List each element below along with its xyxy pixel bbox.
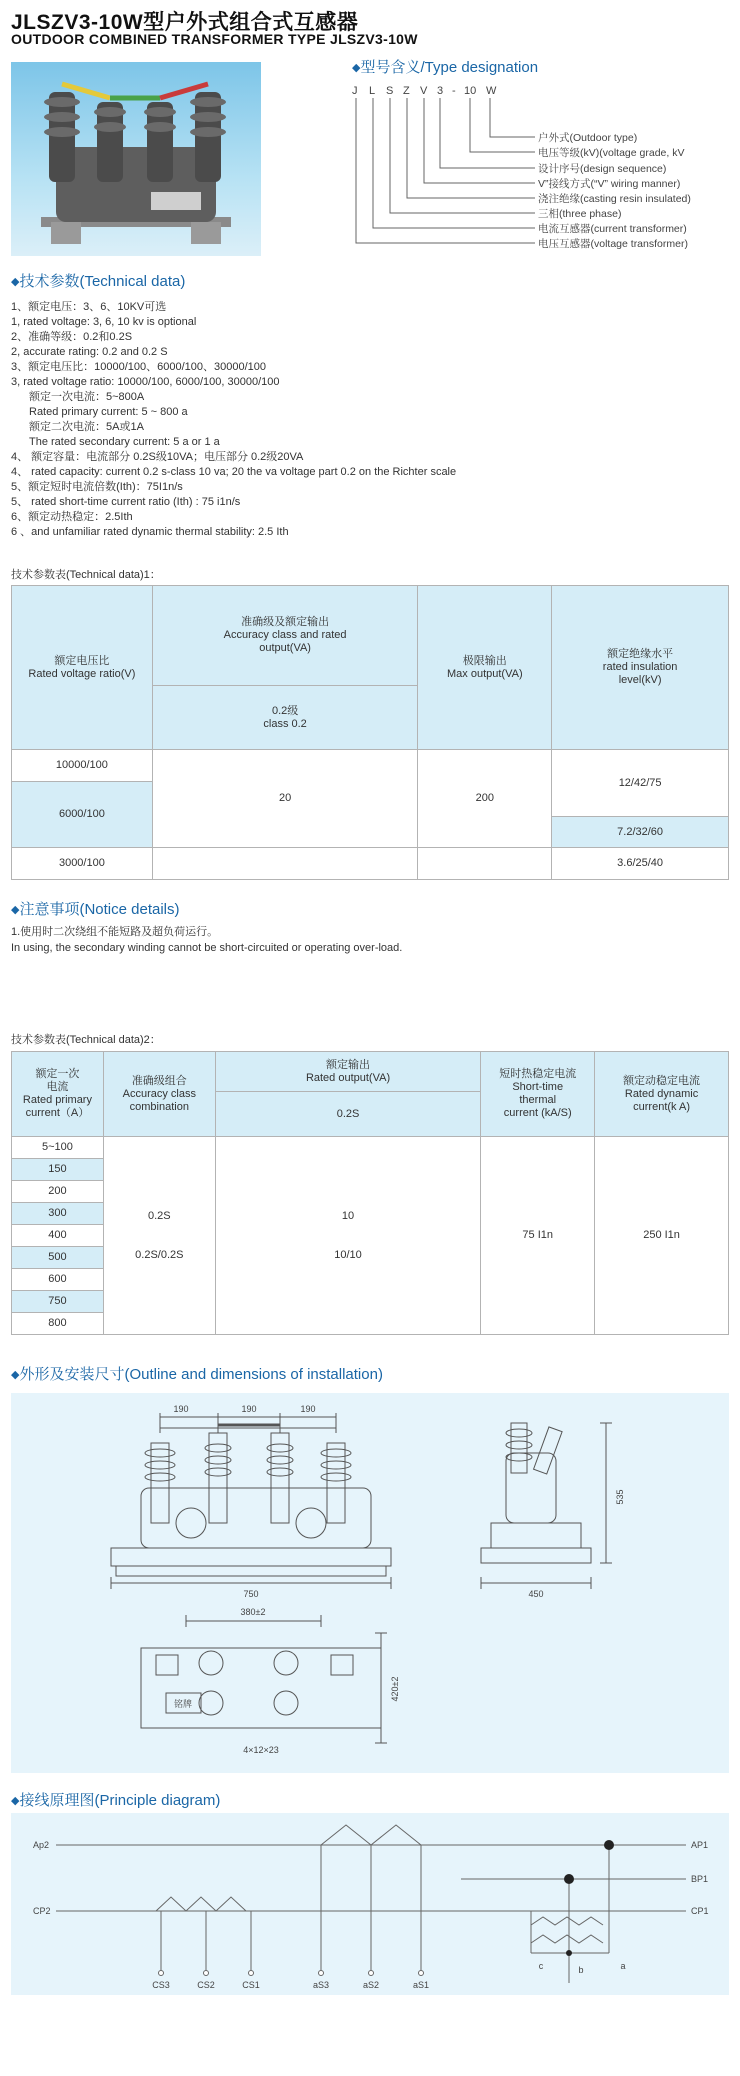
t2-header-primary: 额定一次 电流 Rated primary current（A） xyxy=(12,1052,104,1137)
table1-caption: 技术参数表(Technical data)1： xyxy=(11,569,161,581)
table2-caption: 技术参数表(Technical data)2： xyxy=(11,1034,161,1046)
technical-line: 1、额定电压：3、6、10KV可选 xyxy=(11,301,167,313)
technical-line: 额定二次电流：5A或1A xyxy=(29,421,144,433)
principle-label: CP1 xyxy=(691,1906,709,1916)
principle-label: CS2 xyxy=(197,1980,215,1990)
t1-header-max: 极限输出 Max output(VA) xyxy=(418,586,552,750)
t2-header-combination: 准确级组合 Accuracy class combination xyxy=(103,1052,215,1137)
page-title-en: OUTDOOR COMBINED TRANSFORMER TYPE JLSZV3-10W xyxy=(11,31,418,47)
dimension-label: 450 xyxy=(528,1589,544,1599)
t1-accuracy-value: 20 xyxy=(152,750,418,848)
section-heading-notice: ◆注意事项(Notice details) xyxy=(11,901,180,918)
principle-label: b xyxy=(578,1965,584,1975)
outline-drawing xyxy=(11,1393,729,1773)
principle-label: CP2 xyxy=(33,1906,51,1916)
designation-letter: Z xyxy=(403,85,410,97)
notice-line-en: In using, the secondary winding cannot be short-circuited or operating over-load. xyxy=(11,942,403,954)
technical-data-list xyxy=(11,300,456,540)
technical-table-2 xyxy=(11,1051,729,1335)
t2-current-cell: 300 xyxy=(12,1203,104,1225)
designation-letter: 10 xyxy=(464,85,477,97)
principle-label: Ap2 xyxy=(33,1840,50,1850)
t1-header-insulation: 额定绝缘水平 rated insulation level(kV) xyxy=(552,586,729,750)
t2-dynamic-value: 250 I1n xyxy=(595,1137,729,1335)
designation-label: 电压互感器(voltage transformer) xyxy=(538,238,688,250)
designation-label: 浇注绝缘(casting resin insulated) xyxy=(538,193,691,205)
principle-label: CS3 xyxy=(152,1980,170,1990)
t1-ratio-cell: 6000/100 xyxy=(12,782,153,848)
outline-drawing-panel xyxy=(11,1393,729,1773)
designation-letter: - xyxy=(452,85,456,97)
technical-line: 1, rated voltage: 3, 6, 10 kv is optional xyxy=(11,316,197,328)
technical-line: The rated secondary current: 5 a or 1 a xyxy=(29,436,220,448)
t2-current-cell: 750 xyxy=(12,1291,104,1313)
technical-line: 4、 额定容量：电流部分 0.2S级10VA；电压部分 0.2级20VA xyxy=(11,451,304,463)
designation-label: 三相(three phase) xyxy=(538,208,622,220)
transformer-illustration xyxy=(11,62,261,256)
t2-current-cell: 150 xyxy=(12,1159,104,1181)
t1-header-accuracy: 准确级及额定输出 Accuracy class and rated output(VA) xyxy=(152,586,418,686)
section-heading-technical: ◆技术参数(Technical data) xyxy=(11,273,186,290)
t1-empty-cell xyxy=(152,848,418,880)
t2-header-dynamic: 额定动稳定电流 Rated dynamic current(k A) xyxy=(595,1052,729,1137)
t2-current-cell: 500 xyxy=(12,1247,104,1269)
page-title-cn: JLSZV3-10W型户外式组合式互感器 xyxy=(11,11,359,34)
t2-current-cell: 200 xyxy=(12,1181,104,1203)
designation-letter: S xyxy=(386,85,394,97)
designation-label: 设计序号(design sequence) xyxy=(538,163,667,175)
principle-label: a xyxy=(620,1961,626,1971)
t2-short-time-value: 75 I1n xyxy=(481,1137,595,1335)
technical-line: 2, accurate rating: 0.2 and 0.2 S xyxy=(11,346,168,358)
technical-line: Rated primary current: 5 ~ 800 a xyxy=(29,406,188,418)
t1-header-class: 0.2级 class 0.2 xyxy=(152,686,418,750)
dimension-label: 535 xyxy=(615,1489,625,1505)
designation-label: V”接线方式(“V” wiring manner) xyxy=(538,178,681,190)
dimension-label: 4×12×23 xyxy=(243,1745,279,1755)
section-heading-outline: ◆外形及安装尺寸(Outline and dimensions of installation) xyxy=(11,1366,383,1383)
designation-letter: L xyxy=(369,85,376,97)
dimension-label: 190 xyxy=(241,1404,257,1414)
designation-letter: J xyxy=(352,85,358,97)
technical-line: 3、额定电压比：10000/100、6000/100、30000/100 xyxy=(11,361,266,373)
designation-letter: 3 xyxy=(437,85,444,97)
designation-letter: V xyxy=(420,85,428,97)
principle-label: aS3 xyxy=(312,1980,330,1990)
t1-insulation-cell: 3.6/25/40 xyxy=(552,848,729,880)
dimension-label: 190 xyxy=(173,1404,189,1414)
technical-line: 5、 rated short-time current ratio (Ith) : 75 i1n/s xyxy=(11,496,241,508)
t1-insulation-cell: 7.2/32/60 xyxy=(552,817,729,848)
t1-max-value: 200 xyxy=(418,750,552,848)
t2-current-cell: 5~100 xyxy=(12,1137,104,1159)
dimension-label: 420±2 xyxy=(390,1676,400,1702)
t1-insulation-cell: 12/42/75 xyxy=(552,750,729,817)
t2-current-cell: 400 xyxy=(12,1225,104,1247)
t1-header-ratio: 额定电压比 Rated voltage ratio(V) xyxy=(12,586,153,750)
principle-label: aS2 xyxy=(362,1980,380,1990)
dimension-label: 190 xyxy=(300,1404,316,1414)
technical-line: 额定一次电流：5~800A xyxy=(29,391,145,403)
dimension-label: 380±2 xyxy=(240,1607,266,1617)
designation-letter: W xyxy=(486,85,497,97)
t1-empty-cell xyxy=(418,848,552,880)
designation-label: 电压等级(kV)(voltage grade, kV xyxy=(538,147,685,159)
notice-line-cn: 1.使用时二次绕组不能短路及超负荷运行。 xyxy=(11,926,219,938)
technical-line: 3, rated voltage ratio: 10000/100, 6000/100, 30000/100 xyxy=(11,376,280,388)
type-designation-diagram xyxy=(340,80,730,260)
t2-header-output: 额定输出 Rated output(VA) xyxy=(215,1052,481,1092)
principle-diagram xyxy=(11,1813,729,1995)
t2-current-cell: 800 xyxy=(12,1313,104,1335)
technical-line: 5、额定短时电流倍数(Ith)：75I1n/s xyxy=(11,481,183,493)
technical-line: 6 、and unfamiliar rated dynamic thermal stability: 2.5 Ith xyxy=(11,526,289,538)
t2-current-cell: 600 xyxy=(12,1269,104,1291)
dimension-label: 750 xyxy=(243,1589,259,1599)
designation-label: 户外式(Outdoor type) xyxy=(538,132,638,144)
t2-combination-values: 0.2S 0.2S/0.2S xyxy=(103,1137,215,1335)
technical-line: 6、额定动热稳定：2.5Ith xyxy=(11,511,133,523)
product-photo xyxy=(11,62,261,256)
technical-line: 2、准确等级：0.2和0.2S xyxy=(11,331,133,343)
principle-label: BP1 xyxy=(691,1874,709,1884)
t1-ratio-cell: 10000/100 xyxy=(12,750,153,782)
nameplate-label: 铭牌 xyxy=(173,1699,193,1709)
t2-header-output-sub: 0.2S xyxy=(215,1092,481,1137)
principle-label: AP1 xyxy=(691,1840,709,1850)
principle-label: c xyxy=(538,1961,544,1971)
technical-table-1 xyxy=(11,585,729,880)
t2-header-short-time: 短时热稳定电流 Short-time thermal current (kA/S) xyxy=(481,1052,595,1137)
principle-label: CS1 xyxy=(242,1980,260,1990)
designation-label: 电流互感器(current transformer) xyxy=(538,223,687,235)
t1-ratio-cell: 3000/100 xyxy=(12,848,153,880)
principle-label: aS1 xyxy=(412,1980,430,1990)
principle-diagram-panel xyxy=(11,1813,729,1995)
section-heading-principle: ◆接线原理图(Principle diagram) xyxy=(11,1792,221,1809)
section-heading-designation: ◆型号含义/Type designation xyxy=(352,59,539,76)
technical-line: 4、 rated capacity: current 0.2 s-class 10 va; 20 the va voltage part 0.2 on the Richter scale xyxy=(11,466,457,478)
t2-output-values: 10 10/10 xyxy=(215,1137,481,1335)
